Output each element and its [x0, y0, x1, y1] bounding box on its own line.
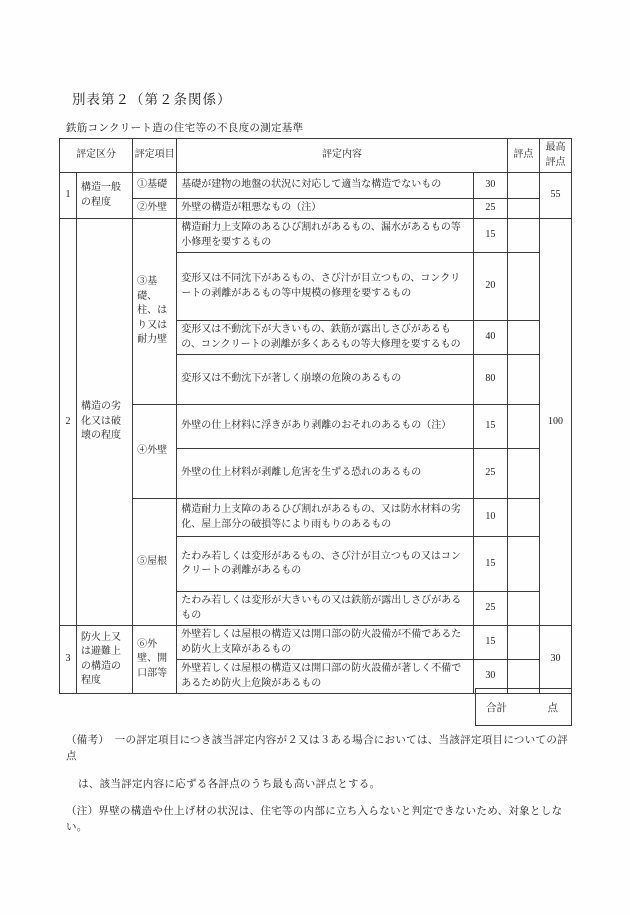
section-number: 3	[60, 626, 77, 694]
table-row	[60, 405, 572, 449]
table-row	[60, 499, 572, 537]
score-cell	[507, 199, 539, 219]
content-cell: 外壁の構造が粗悪なもの（注）	[177, 199, 474, 219]
score-cell	[507, 626, 539, 660]
points-cell: 20	[473, 253, 507, 321]
max-score-cell: 55	[539, 173, 571, 219]
header-score: 評点	[507, 139, 539, 173]
score-cell	[507, 405, 539, 449]
measurement-criteria-table	[59, 138, 572, 694]
content-cell: 外壁の仕上材料が剥離し危害を生ずる恐れのあるもの	[177, 449, 474, 499]
table-row	[60, 219, 572, 253]
points-cell: 25	[473, 592, 507, 626]
item-cell: ①基礎	[133, 173, 177, 199]
score-cell	[507, 355, 539, 405]
page-title: 別表第２（第２条関係）	[72, 92, 232, 107]
header-category: 評定区分	[60, 139, 133, 173]
total-unit: 点	[547, 702, 558, 714]
points-cell: 80	[473, 355, 507, 405]
table-row	[60, 626, 572, 660]
content-cell: 基礎が建物の地盤の状況に対応して適当な構造でないもの	[177, 173, 474, 199]
table-row	[60, 173, 572, 199]
points-cell: 15	[473, 405, 507, 449]
points-cell: 15	[473, 537, 507, 592]
category-cell: 構造一般の程度	[77, 173, 133, 219]
content-cell: 外壁若しくは屋根の構造又は開口部の防火設備が著しく不備であるため防火上危険があるもの	[177, 660, 474, 694]
score-cell	[507, 173, 539, 199]
score-cell	[507, 499, 539, 537]
content-cell: 構造耐力上支障のあるひび割れがあるもの、又は防水材料の劣化、屋上部分の破損等により雨もりのあるもの	[177, 499, 474, 537]
max-score-cell: 30	[539, 626, 571, 694]
total-label: 合計	[486, 702, 507, 714]
remark-note-line2: は、該当評定内容に応ずる各評点のうち最も高い評点とする。	[78, 778, 381, 790]
total-score-box	[475, 688, 572, 726]
section-number: 2	[60, 219, 77, 626]
section-number: 1	[60, 173, 77, 219]
points-cell: 40	[473, 321, 507, 355]
page-subtitle: 鉄筋コンクリート造の住宅等の不良度の測定基準	[66, 123, 304, 134]
score-cell	[507, 449, 539, 499]
points-cell: 25	[473, 199, 507, 219]
points-cell: 15	[473, 219, 507, 253]
category-cell: 構造の劣化又は破壊の程度	[77, 219, 133, 626]
header-item: 評定項目	[133, 139, 177, 173]
table-header-row	[60, 139, 572, 173]
item-cell: ③基礎、柱、はり又は耐力壁	[133, 219, 177, 405]
content-cell: 変形又は不動沈下が著しく崩壊の危険のあるもの	[177, 355, 474, 405]
max-score-cell: 100	[539, 219, 571, 626]
score-cell	[507, 219, 539, 253]
content-cell: 外壁若しくは屋根の構造又は開口部の防火設備が不備であるため防火上支障があるもの	[177, 626, 474, 660]
points-cell: 10	[473, 499, 507, 537]
points-cell: 30	[473, 173, 507, 199]
asterisk-note: （注）界壁の構造や仕上げ材の状況は、住宅等の内部に立ち入らないと判定できないため、対象としない。	[66, 806, 563, 833]
content-cell: たわみ若しくは変形があるもの、さび汁が目立つもの又はコンクリートの剥離があるもの	[177, 537, 474, 592]
content-cell: 変形又は不同沈下があるもの、さび汁が目立つもの、コンクリートの剥離があるもの等中規模の修理を要するもの	[177, 253, 474, 321]
score-cell	[507, 321, 539, 355]
score-cell	[507, 537, 539, 592]
points-cell: 30	[473, 660, 507, 694]
item-cell: ②外壁	[133, 199, 177, 219]
footnotes	[66, 733, 574, 836]
item-cell: ④外壁	[133, 405, 177, 499]
content-cell: 変形又は不動沈下が大きいもの、鉄筋が露出しさびがあるもの、コンクリートの剥離が多くあるもの等大修理を要するもの	[177, 321, 474, 355]
content-cell: 外壁の仕上材料に浮きがあり剥離のおそれのあるもの（注）	[177, 405, 474, 449]
header-max-score: 最高評点	[539, 139, 571, 173]
category-cell: 防火上又は避難上の構造の程度	[77, 626, 133, 694]
item-cell: ⑥外壁、開口部等	[133, 626, 177, 694]
score-cell	[507, 592, 539, 626]
remark-note-line1: （備考） 一の評定項目につき該当評定内容が２又は３ある場合においては、当該評定項目についての評点	[66, 735, 568, 762]
header-content: 評定内容	[177, 139, 508, 173]
score-cell	[507, 253, 539, 321]
table-row	[60, 199, 572, 219]
content-cell: たわみ若しくは変形が大きいもの又は鉄筋が露出しさびがあるもの	[177, 592, 474, 626]
content-cell: 構造耐力上支障のあるひび割れがあるもの、漏水があるもの等小修理を要するもの	[177, 219, 474, 253]
points-cell: 15	[473, 626, 507, 660]
points-cell: 25	[473, 449, 507, 499]
item-cell: ⑤屋根	[133, 499, 177, 626]
